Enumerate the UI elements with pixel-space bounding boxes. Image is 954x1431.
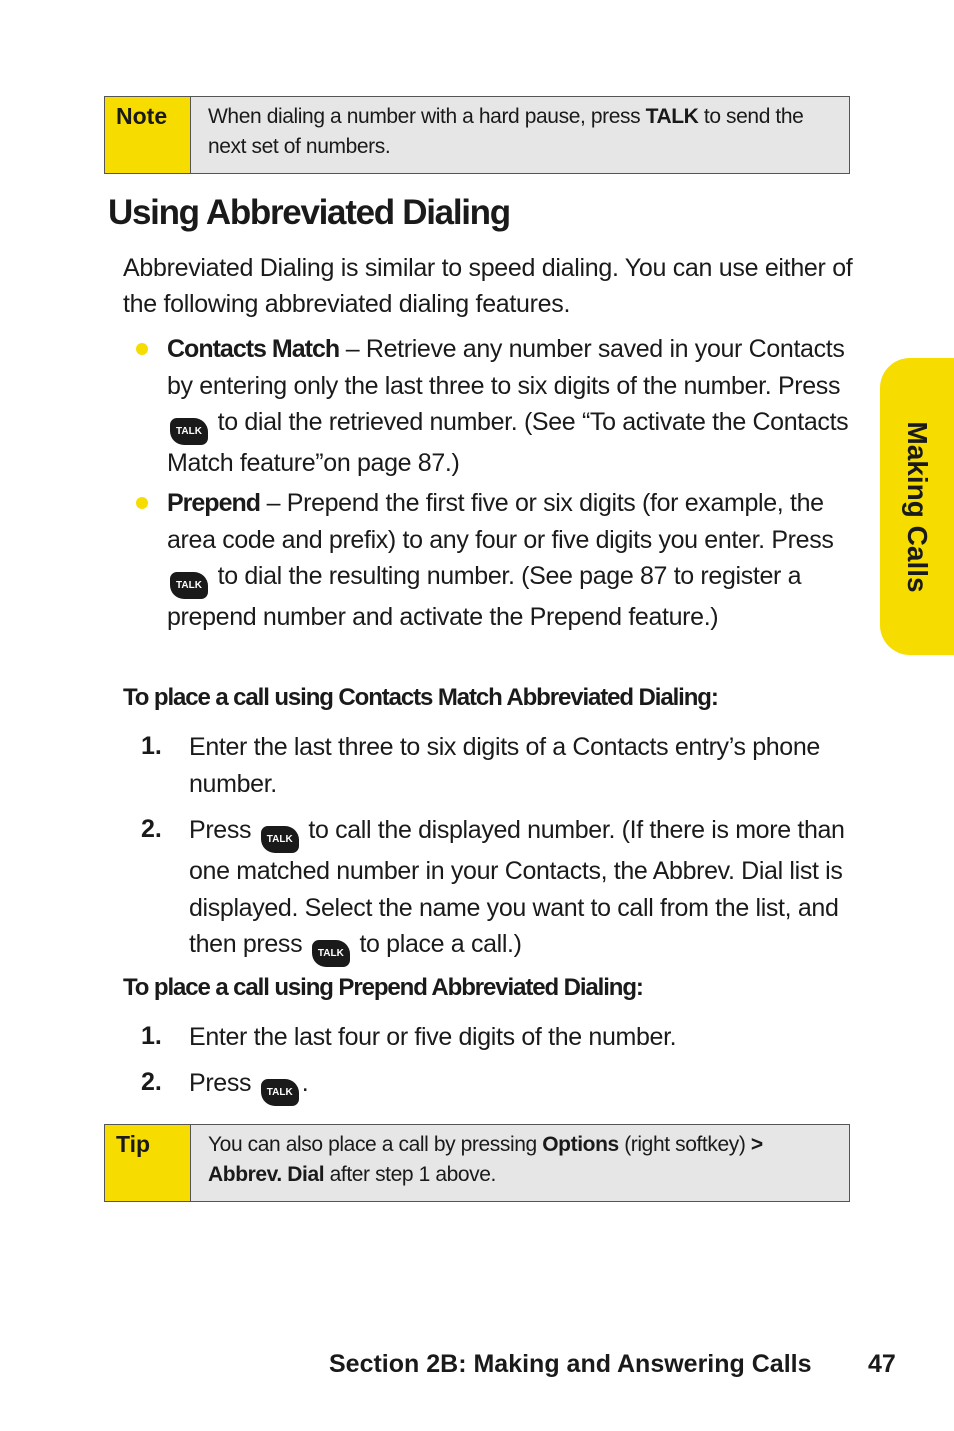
step-text: Enter the last four or five digits of the number. <box>189 1023 677 1051</box>
talk-key-icon: TALK <box>170 418 208 445</box>
bullet-dot-icon <box>136 497 148 509</box>
talk-key-text: TALK <box>645 105 699 128</box>
note-box <box>104 96 850 174</box>
talk-key-icon: TALK <box>312 940 350 967</box>
page-title: Using Abbreviated Dialing <box>108 193 510 232</box>
tip-label: Tip <box>105 1125 191 1201</box>
tip-box <box>104 1124 850 1202</box>
bullet-prepend: Prepend – Prepend the first five or six digits (for example, the area code and prefix) to any four or five digits you enter. Press TALK to dial the resulting number. (See page 87 to register a prepend number and activate the Prepend feature.) <box>167 489 834 631</box>
step-number: 1. <box>141 732 162 760</box>
side-tab <box>880 358 954 655</box>
step-number: 2. <box>141 815 162 843</box>
footer-section-title: Section 2B: Making and Answering Calls <box>329 1350 812 1378</box>
talk-key-icon: TALK <box>261 826 299 853</box>
tip-text: You can also place a call by pressing Options (right softkey) > Abbrev. Dial after step 1 above. <box>208 1133 763 1186</box>
bullet-term: Prepend <box>167 489 261 517</box>
note-text: When dialing a number with a hard pause, press TALK to send the next set of numbers. <box>208 105 804 158</box>
bullet-contacts-match: Contacts Match – Retrieve any number saved in your Contacts by entering only the last three to six digits of the number. Press TALK to dial the retrieved number. (See “To activate the Contacts Match feature”on page 87.) <box>167 335 849 477</box>
step-number: 2. <box>141 1068 162 1096</box>
step-text: Press TALK to call the displayed number. (If there is more than one matched number in your Contacts, the Abbrev. Dial list is displayed. Select the name you want to call from the list, and then press TALK to place a call.) <box>189 812 857 967</box>
step-text: Press TALK . <box>189 1065 857 1106</box>
intro-paragraph: Abbreviated Dialing is similar to speed dialing. You can use either of the following abbreviated dialing features. <box>123 254 853 318</box>
talk-key-icon: TALK <box>170 572 208 599</box>
step-text: Enter the last three to six digits of a Contacts entry’s phone number. <box>189 733 820 798</box>
note-label: Note <box>105 97 191 173</box>
bullet-dot-icon <box>136 343 148 355</box>
step-number: 1. <box>141 1022 162 1050</box>
section-heading-contacts-match: To place a call using Contacts Match Abbreviated Dialing: <box>123 684 718 711</box>
talk-key-icon: TALK <box>261 1079 299 1106</box>
side-tab-label: Making Calls <box>902 420 933 593</box>
page-number: 47 <box>868 1350 896 1378</box>
bullet-term: Contacts Match <box>167 335 340 363</box>
section-heading-prepend: To place a call using Prepend Abbreviated Dialing: <box>123 974 643 1001</box>
